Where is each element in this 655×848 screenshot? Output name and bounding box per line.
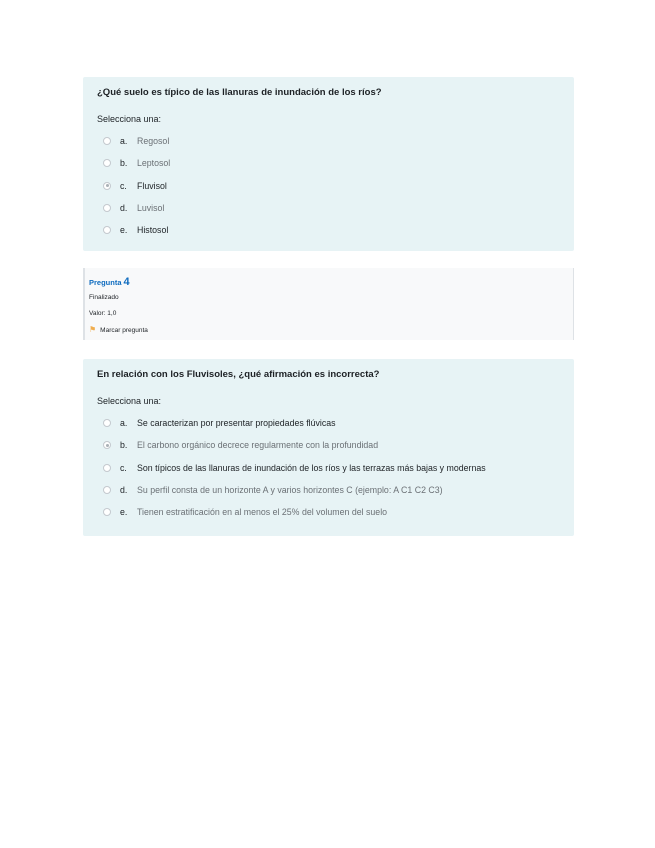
answer-option-e[interactable] (103, 501, 486, 523)
question-number-value: 4 (123, 276, 130, 288)
question-4-info (83, 268, 574, 340)
radio-button-d[interactable] (103, 486, 111, 494)
answer-letter: c. (120, 180, 127, 191)
question-state: Finalizado (89, 294, 119, 301)
question-3-content (83, 77, 574, 251)
answer-label: Su perfil consta de un horizonte A y varios horizontes C (ejemplo: A C1 C2 C3) (137, 485, 443, 496)
question-text: En relación con los Fluvisoles, ¿qué afirmación es incorrecta? (97, 369, 380, 380)
answer-option-d[interactable] (103, 479, 486, 501)
answer-letter: a. (120, 418, 128, 429)
flag-question-link[interactable] (89, 326, 148, 334)
radio-button-a[interactable] (103, 137, 111, 145)
flag-icon[interactable]: ⚑ (89, 325, 97, 334)
answer-label: Son típicos de las llanuras de inundación de los ríos y las terrazas más bajas y modernas (137, 462, 486, 473)
answer-label: Regosol (137, 136, 170, 147)
question-label: Pregunta (89, 278, 122, 287)
question-grade: Valor: 1,0 (89, 310, 117, 317)
radio-button-e[interactable] (103, 226, 111, 234)
answer-letter: e. (120, 507, 128, 518)
radio-button-c-selected[interactable] (103, 182, 111, 190)
answer-option-a[interactable] (103, 130, 170, 152)
answer-letter: e. (120, 225, 128, 236)
answer-letter: b. (120, 158, 128, 169)
answer-option-e[interactable] (103, 219, 170, 241)
answer-option-c[interactable] (103, 457, 486, 479)
answer-letter: d. (120, 485, 128, 496)
radio-button-c[interactable] (103, 464, 111, 472)
answer-letter: a. (120, 136, 128, 147)
answer-letter: c. (120, 462, 127, 473)
radio-button-b-selected[interactable] (103, 441, 111, 449)
answer-label: Se caracterizan por presentar propiedades flúvicas (137, 418, 336, 429)
answer-letter: d. (120, 203, 128, 214)
answer-label: Histosol (137, 225, 169, 236)
answer-option-b[interactable] (103, 152, 170, 174)
question-4-content (83, 359, 574, 536)
question-text: ¿Qué suelo es típico de las llanuras de inundación de los ríos? (97, 87, 382, 98)
question-number (89, 276, 130, 288)
radio-button-d[interactable] (103, 204, 111, 212)
answer-list (103, 130, 170, 241)
answer-letter: b. (120, 440, 128, 451)
answer-label: Tienen estratificación en al menos el 25% del volumen del suelo (137, 507, 388, 518)
flag-label: Marcar pregunta (100, 326, 148, 334)
answer-option-c[interactable] (103, 175, 170, 197)
answer-list (103, 412, 486, 523)
answer-label: Luvisol (137, 203, 165, 214)
radio-button-a[interactable] (103, 419, 111, 427)
answer-label: El carbono orgánico decrece regularmente con la profundidad (137, 440, 379, 451)
answer-label: Leptosol (137, 158, 171, 169)
answer-label: Fluvisol (137, 180, 167, 191)
answer-option-b[interactable] (103, 434, 486, 456)
radio-button-b[interactable] (103, 159, 111, 167)
answer-prompt: Selecciona una: (97, 396, 162, 406)
answer-option-d[interactable] (103, 197, 170, 219)
radio-button-e[interactable] (103, 508, 111, 516)
answer-prompt: Selecciona una: (97, 114, 162, 124)
answer-option-a[interactable] (103, 412, 486, 434)
